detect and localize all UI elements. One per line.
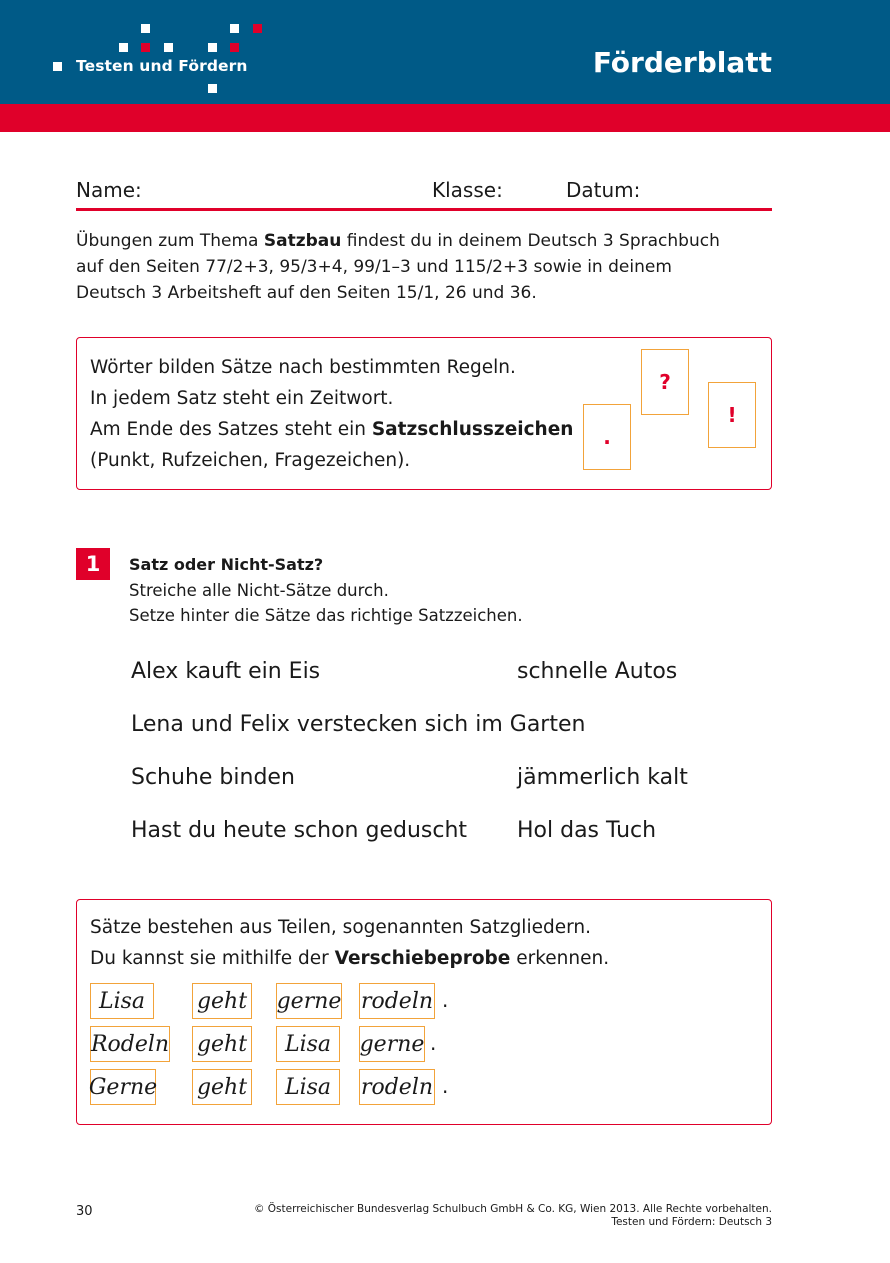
book-title: Testen und Fördern: Deutsch 3: [611, 1216, 772, 1228]
sentence-item: Hol das Tuch: [517, 818, 657, 843]
word-card: gerne: [276, 983, 342, 1019]
exclamation-card: !: [708, 382, 756, 448]
rule-text: Wörter bilden Sätze nach bestimmten Regeln. In jedem Satz steht ein Zeitwort. Am Ende des Satzes steht ein Satzschlusszeichen (Punkt, Rufzeichen, Fragezeichen).: [90, 357, 574, 471]
copyright-text: © Österreichischer Bundesverlag Schulbuch GmbH & Co. KG, Wien 2013. Alle Rechte vorbehalten.: [253, 1203, 772, 1215]
word-card: geht: [192, 1026, 252, 1062]
intro-topic-bold: Satzbau: [263, 231, 342, 251]
header-banner: [0, 0, 890, 104]
parts-bold: Verschiebeprobe: [334, 948, 511, 969]
name-row: [76, 178, 772, 211]
footer-credits: [254, 1203, 772, 1229]
sentence-end-mark: .: [442, 988, 449, 1012]
word-card: rodeln: [359, 1069, 435, 1105]
word-card: geht: [192, 983, 252, 1019]
page-title: Förderblatt: [592, 46, 772, 79]
page-number: 30: [76, 1204, 93, 1219]
date-label: Datum:: [566, 178, 641, 202]
word-card: gerne: [359, 1026, 425, 1062]
sentence-end-mark: .: [442, 1074, 449, 1098]
sentence-item: Alex kauft ein Eis: [131, 659, 321, 684]
task-number: 1: [76, 548, 110, 580]
word-card: geht: [192, 1069, 252, 1105]
class-label: Klasse:: [432, 178, 503, 202]
word-card: Gerne: [90, 1069, 156, 1105]
sentence-item: jämmerlich kalt: [517, 765, 688, 790]
sentence-item: Lena und Felix verstecken sich im Garten: [131, 712, 586, 737]
topic-label: Satzbau: [699, 211, 772, 230]
question-card: ?: [641, 349, 689, 415]
sentence-parts-box: [76, 899, 772, 1125]
period-card: .: [583, 404, 631, 470]
intro-text: Übungen zum Thema Satzbau findest du in deinem Deutsch 3 Sprachbuch auf den Seiten 77/2+3, 95/3+4, 99/1–3 und 115/2+3 sowie in deinem Deutsch 3 Arbeitsheft auf den Seiten 15/1, 26 und 36.: [76, 231, 720, 303]
name-label: Name:: [76, 178, 142, 202]
word-card: rodeln: [359, 983, 435, 1019]
rule-bold: Satzschlusszeichen: [371, 419, 574, 440]
sentence-item: schnelle Autos: [517, 659, 678, 684]
word-card: Lisa: [276, 1069, 340, 1105]
logo-text: Testen und Fördern: [76, 57, 248, 75]
parts-text: Sätze bestehen aus Teilen, sogenannten Satzgliedern. Du kannst sie mithilfe der Verschiebeprobe erkennen.: [90, 917, 610, 969]
word-card: Lisa: [90, 983, 154, 1019]
sentence-item: Hast du heute schon geduscht: [131, 818, 468, 843]
sentence-end-mark: .: [430, 1031, 437, 1055]
word-card: Lisa: [276, 1026, 340, 1062]
task-title: Satz oder Nicht-Satz?: [129, 555, 324, 574]
task-instruction-1: Streiche alle Nicht-Sätze durch.: [129, 581, 389, 600]
rule-box: [76, 337, 772, 490]
sentence-item: Schuhe binden: [131, 765, 295, 790]
word-card: Rodeln: [90, 1026, 170, 1062]
task-instruction-2: Setze hinter die Sätze das richtige Satzzeichen.: [129, 606, 523, 625]
